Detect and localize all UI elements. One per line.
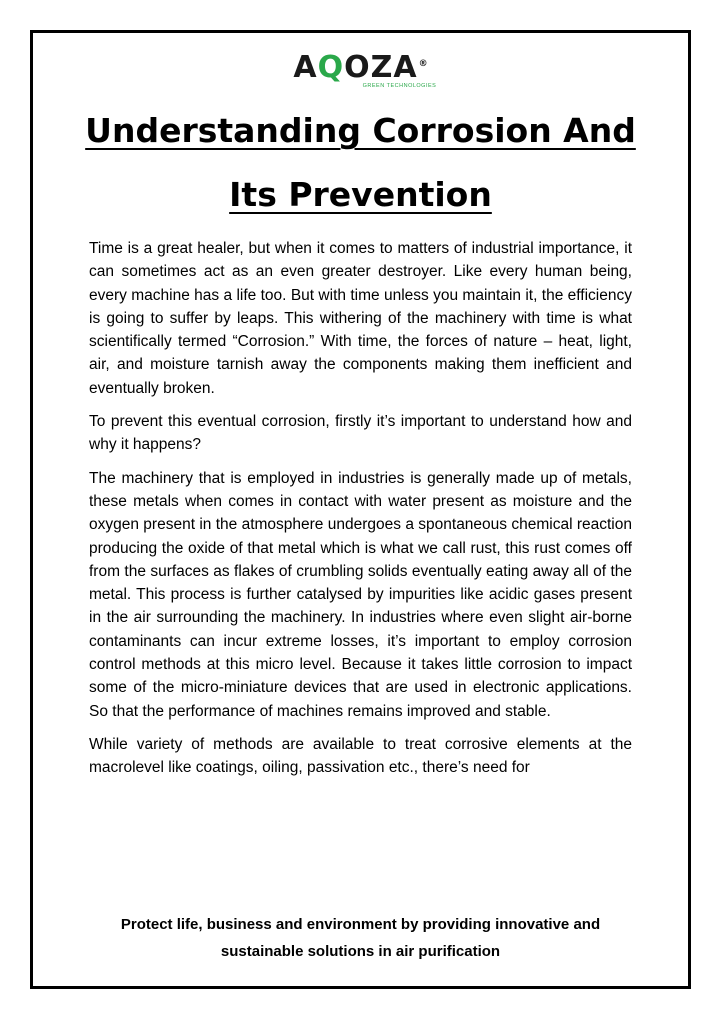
paragraph: To prevent this eventual corrosion, firstly it’s important to understand how and why it happens?	[89, 413, 632, 454]
footer-line-1: Protect life, business and environment by providing innovative and	[120, 916, 601, 933]
footer-slogan	[73, 911, 648, 965]
page-border	[30, 30, 691, 989]
page-title-line-1: Understanding Corrosion And	[85, 111, 636, 150]
footer-line-2: sustainable solutions in air purification	[220, 943, 501, 960]
page-title-line-2: Its Prevention	[229, 175, 492, 214]
article-body	[89, 237, 632, 790]
logo-wordmark: AQOZA®	[293, 50, 429, 85]
paragraph: While variety of methods are available to treat corrosive elements at the macrolevel like coatings, oiling, passivation etc., there’s need for	[89, 735, 632, 777]
logo-tagline: GREEN TECHNOLOGIES	[362, 83, 437, 89]
paragraph: The machinery that is employed in industries is generally made up of metals, these metals when comes in contact with water present as moisture and the oxygen present in the atmosphere undergoes a spontaneous chemical reaction producing the oxide of that metal which is what we call rust, this rust comes off from the surfaces as flakes of crumbling solids eventually eating away all of the metal. This process is further catalysed by impurities like acidic gases present in the air surrounding the machinery. In industries where even slight air-borne contaminants can incur extreme losses, it’s important to employ corrosion control methods at this micro level. Because it takes little corrosion to impact some of the micro-miniature devices that are used in electronic applications. So that the performance of machines remains improved and stable.	[89, 469, 632, 720]
paragraph: Time is a great healer, but when it comes to matters of industrial importance, it can sometimes act as an even greater destroyer. Like every human being, every machine has a life too. But with time unless you maintain it, the efficiency is going to suffer by leaps. This withering of the machinery with time is what scientifically termed “Corrosion.” With time, the forces of nature – heat, light, air, and moisture tarnish away the components making them inefficient and eventually broken.	[89, 240, 632, 397]
brand-logo	[33, 50, 688, 89]
registered-mark: ®	[418, 59, 429, 69]
